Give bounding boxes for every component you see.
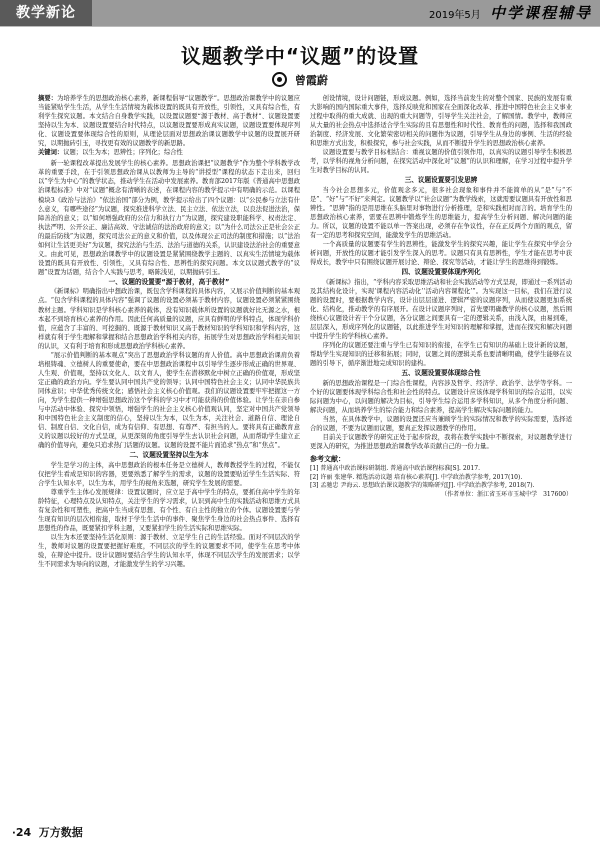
section-heading-4: 四、议题设置要体现序列化 xyxy=(401,268,481,277)
references-heading: 参考文献： xyxy=(310,455,345,464)
paragraph: 以生为本还要坚持生活化原则：源于教材、立足学生自己的生活经验。面对不同层次的学生，教师对议题的设置要把握好难度，不同层次的学生的议题要求不同，使学生在思考中体验，在辩论中提升。设计议题时要结合学生的认知水平，体现不同层次学生的发展需求；以学生不同需求为导向的议题，才能激发学生的学习兴趣。 xyxy=(38,534,300,569)
header-rule xyxy=(0,26,600,27)
keywords-label: 关键词： xyxy=(38,149,64,157)
section-heading-5: 五、议题设置要体现综合性 xyxy=(401,369,481,378)
author-line xyxy=(0,72,600,88)
header-band xyxy=(0,0,600,26)
paragraph: 序列化的议题还要注重与学生已有知识的衔接，在学生已有知识的基础上设计新的议题，帮助学生实现知识的迁移和拓展；同时，议题之间的逻辑关系也要清晰明确，使学生能够在议题的引导下，循序渐进地完成知识的建构。 xyxy=(310,342,572,368)
issue-date: 2019年5月 xyxy=(428,10,481,21)
paragraph: 议题设置要与教学目标相结合：重视议题的价值引领作用，以真实的议题引导学生积极思考，以学科的视角分析问题，在探究活动中深化对“议题”的认识和理解，在学习过程中提升学生对教学目标的认同。 xyxy=(310,149,572,175)
abstract xyxy=(38,94,300,148)
footer-dot: · xyxy=(12,828,16,839)
paragraph: “展示价值判断的基本观点”突出了思想政治学科议题的育人价值。高中思想政治课肩负着培根铸魂、立德树人的重要使命，要在中思想政治课程中以引导学生逐步形成正确的世界观、人生观、价值观，坚持以文化人、以文育人，使学生在潜移默化中树立正确的价值观，形成坚定正确的政治方向。学生要认同中国共产党的领导；认同中国特色社会主义；认同中华民族共同体意识；中华优秀传统文化；感悟社会主义核心价值观。我们的议题设置要牢牢把握这一方向，为学生提供一种增强思想政治这个学科的学习中才可能获得的价值体验。让学生在亲自参与中活动中体验、探究中领悟，增强学生的社会主义核心价值观认同，坚定对中国共产党领导和中国特色社会主义制度的信心，坚持以生为本，以生为本，关注社会、道路自信、理论自信、制度自信、文化自信，成为有信仰、有思想、有尊严、有担当的人。要将具有正确教育意义的议题以较好的方式呈现，从更深刻的角度引导学生去认识社会问题，从而帮助学生建立正确的价值导向，避免只追求热门话题的议题。议题的设置不能片面追求“热点”和“焦点”。 xyxy=(38,351,300,450)
reference-item: [2] 许丽 张建华. 精选活动议题 培育核心素养[J]. 中学政治教学参考, 2017(10). xyxy=(310,473,523,481)
page-number: 24 xyxy=(15,826,32,839)
references xyxy=(310,455,572,490)
paragraph: 新一轮课程改革提出发展学生的核心素养。思想政治课把“议题教学”作为整个学科教学改革的重要手段，在于引领思想政治课从以教师为主导的“讲授型”课程的状态下走出来，回归以“学生为中心”的教学状态，推动学生在活动中发展素养。教育部2017年版《普通高中思想政治课程标准》中对“议题”概念有清晰的表述，在课程内容的教学提示中有明确的示范。以课程模块3《政治与法治》“依法治国”部分为例，教学提示给出了四个议题：以“公民参与立法有什么意义，有哪些途径”为议题，探究推进科学立法、民主立法、依法立法，以良法促进法治，保障善治的意义；以“如何增强政府的公信力和执行力”为议题，探究建设职能科学、权责法定、执法严明、公开公正、廉洁高效、守法诚信的法治政府的意义；以“为什么司法公正是社会公正的最后防线”为议题，探究司法公正的意义和价值，以及体现公正司法的制度和措施；以“法治如何让生活更美好”为议题，探究法治与生活、法治与道德的关系，认识建设法治社会的重要意义。由此可见，思想政治课教学中的议题设置是紧紧围绕教学主题的、以真实生活情境为载体设置的既具有开放性、引领性，又具有综合性、思辨性的探究问题。本文以议题式教学的“议题”设置为话题，结合个人实践与思考，略陈浅见，以期抛砖引玉。 xyxy=(38,160,300,276)
author-name: 曾霞蔚 xyxy=(294,74,328,87)
reference-item: [1] 普通高中政治课标研制组. 普通高中政治课程标准[S]. 2017. xyxy=(310,465,481,473)
reference-item: [3] 孟驰忠 尹海云. 思想政治课议题教学的策略研究[J]. 中学政治教学参考, 2018(7). xyxy=(310,482,535,490)
left-column xyxy=(38,94,300,569)
section-heading-1: 一、议题的设置要“源于教材，高于教材” xyxy=(108,277,230,286)
paragraph: 学生是学习的主体，高中思想政治的根本任务是立德树人，教师教授学生的过程，不能仅仅把学生看成是知识的容器，更要熟悉了解学生的需求，议题的设置要贴近学生生活实际、符合学生认知水平，以生为本，用学生的视角来选题，研究学生发展的需要。 xyxy=(38,461,300,487)
right-column xyxy=(310,94,572,500)
paragraph: 新的思想政治课程是一门综合性课程，内容涉及哲学、经济学、政治学、法学等学科。一个好的议题要体现学科综合性和社会性的特点。议题设计应该体现学科知识的综合运用，以实际问题为中心，以问题的解决为目标，引导学生综合运用多学科知识，从多个角度分析问题、解决问题，从而培养学生的综合能力和综合素养，提高学生解决实际问题的能力。 xyxy=(310,379,572,414)
abstract-label: 摘要： xyxy=(38,95,58,102)
article-title: 议题教学中“议题”的设置 xyxy=(180,44,420,68)
abstract-text: 为培养学生的思想政治核心素养，新课程倡导“议题教学”。思想政治课教学中的议题应当能紧贴学生生活，从学生生活情境为载体设置的既具有开放性，引领性，又具有综合性，有利学生探究议题。本文结合自身教学实践，以设置议题要“源于教材、高于教材”、议题设置要坚持以生为本、议题设置要结合时代特点，以议题设置要形成真实议题，议题设置要体现序列化、议题设置要体现综合性的原则，从理论层面对思想政治课议题教学中议题的设置展开研究，以期抛砖引玉，寻找更有效的议题教学的新思路。 xyxy=(38,95,300,148)
footer xyxy=(12,824,83,840)
keywords-text: 议题；以生为本；思辨性；序列化；综合性 xyxy=(63,149,183,157)
section-heading-2: 二、议题设置坚持以生为本 xyxy=(129,451,209,460)
section-heading-3: 三、议题设置要引发思辨 xyxy=(404,176,478,185)
brand: 万方数据 xyxy=(38,826,83,839)
paragraph: 当今社会思想多元，价值观念多元，很多社会现象和事件并不能简单的从“是”与“不是”、“好”与“不好”来判定。议题教学以“社会议题”为教学线索，这就需要议题具有开放性和思辨性。“思辨”指的是用思维在头脑里对事物进行分析推理，是和实践相对而言的。培育学生的思想政治核心素养，需要在思辨中锻炼学生的思维能力，提高学生分析问题、解决问题的能力。所以，议题的设置不能以单一答案出现，必须存在争议性，存在正反两个方面的观点，留有一定的思考和探究空间，能激发学生的思维活动。 xyxy=(310,186,572,240)
author-unit: （作者单位：浙江省玉环市玉城中学 317600） xyxy=(441,491,572,499)
paragraph: 一个高质量的议题要有学生的思辨性，能激发学生的探究兴趣，能让学生在探究中学会分析问题，开放性的议题才能引发学生深入的思考。议题只有具有思辨性，学生才能在思考中获得成长，教学中只有围绕议题开展讨论、辩论、探究等活动，才能让学生的思维得到锻炼。 xyxy=(310,241,572,267)
header-right xyxy=(429,2,592,24)
paragraph: 当然，在具体教学中，议题的设置还应当兼顾学生的实际情况和教学的实际需要，选择适合的议题，不要为议题而议题，要真正发挥议题教学的作用。 xyxy=(310,416,572,433)
paragraph: 《新课标》指出，“学科内容采取思维活动和社会实践活动等方式呈现，即通过一系列活动及其结构化设计，实现‘课程内容活动化’‘活动内容课程化’”。为实现这一目标，我们在进行议题的设置时，要根据教学内容，设计出层层递进、逻辑严密的议题序列，从而使议题更加系统化、结构化，推动教学的有序展开。在设计议题序列时，首先要明确教学的核心议题，然后围绕核心议题设计若干个分议题，各分议题之间要具有一定的逻辑关系，由浅入深，由易到难，层层深入，形成序列化的议题链，以此推进学生对知识的理解和掌握，进而在探究和解决问题中提升学生的学科核心素养。 xyxy=(310,278,572,341)
paragraph: 目前关于议题教学的研究正处于起步阶段，我将在教学实践中不断探索，对议题教学进行更深入的研究，为推进思想政治课教学改革贡献自己的一份力量。 xyxy=(310,434,572,451)
author-circle-icon xyxy=(272,72,287,87)
paragraph: 尊重学生主体心发展规律：设置议题时，应立足于高中学生的特点，要抓住高中学生的年龄特征，心理特点及认知特点，关注学生的学习需求，认识到高中生的实践活动和思维方式具有复杂性和可塑性，把高中生当成有思想、有个性、有自主性的独立的个体。议题设置要与学生现有知识的层次相衔接，取材于学生生活中的事件、聚焦学生身边的社会热点事件、选择有思想性的作品，既要紧扣学科主题，又要紧扣学生的生活实际和思维实际。 xyxy=(38,488,300,533)
keywords xyxy=(38,148,300,157)
section-label: 教学新论 xyxy=(0,0,92,26)
paragraph: 创设情境，设计问题链，形成议题。例如，选择当前发生的对整个国家、民族的发展有重大影响的国内国际重大事件，选择反映党和国家在全面深化改革、推进中国特色社会主义事业过程中取得的重大成就、出现的重大问题等，引导学生关注社会，了解国情。教学中，教师应从大量的社会热点中选择适合学生实际的且有思想性和时代性、教育性的问题，选择和我国政治制度、经济发展、文化繁荣密切相关的问题作为议题，引导学生从身边的事例、生活的经验和思维方式出发，积极探究，参与社会实践，从而不断提升学生的思想政治核心素养。 xyxy=(310,95,572,148)
paragraph: 《新课标》明确指出中想政治课，既包含学科课程的具体内容，又展示价值判断的基本观点。“包含学科课程的具体内容”强调了议题的设置必须基于教材内容，议题设置必须紧紧围绕教材主题。学科知识是学科核心素养的载体，没有知识载体所设置的议题就好比无源之水，根本起不到培育核心素养的作用。因此任何高质量的议题，应具有鲜明的学科特点，体现学科价值，应蕴含了丰富的、可挖掘的、既源于教材知识又高于教材知识的学科知识和学科内容，这样就有利于学生理解和掌握和结合思想政治学科相关内容，拓展学生对思想政治学科相关知识的认识，又有利于培育和形成思想政治学科核心素养。 xyxy=(38,288,300,350)
magazine-name: 中学课程辅导 xyxy=(489,4,592,22)
